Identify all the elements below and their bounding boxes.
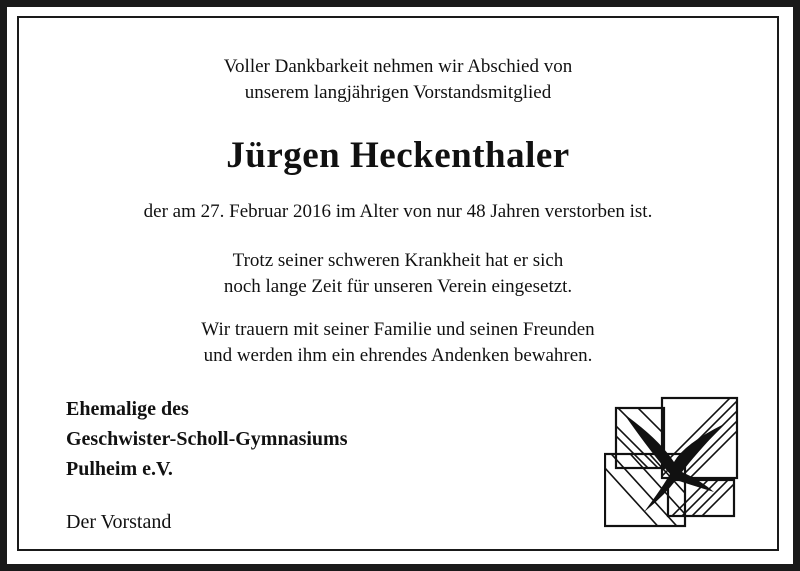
intro-text — [19, 54, 777, 106]
school-logo-icon — [604, 384, 754, 534]
signature: Der Vorstand — [66, 511, 172, 533]
condolence-paragraph — [19, 317, 777, 369]
tribute-paragraph — [19, 248, 777, 300]
intro-line-1: Voller Dankbarkeit nehmen wir Abschied von — [223, 56, 573, 77]
condolence-line-1: Wir trauern mit seiner Familie und seinen Freunden — [201, 319, 595, 340]
organization-line-1: Ehemalige des — [66, 398, 189, 420]
condolence-line-2: und werden ihm ein ehrendes Andenken bewahren. — [203, 345, 593, 366]
tribute-line-1: Trotz seiner schweren Krankheit hat er sich — [232, 250, 564, 271]
organization-name — [66, 394, 347, 484]
date-line: der am 27. Februar 2016 im Alter von nur 48 Jahren verstorben ist. — [143, 201, 653, 222]
organization-line-2: Geschwister-Scholl-Gymnasiums — [66, 428, 348, 450]
deceased-name: Jürgen Heckenthaler — [226, 135, 570, 176]
obituary-notice — [17, 16, 779, 551]
tribute-line-2: noch lange Zeit für unseren Verein eingesetzt. — [223, 276, 573, 297]
intro-line-2: unserem langjährigen Vorstandsmitglied — [244, 82, 552, 103]
organization-line-3: Pulheim e.V. — [66, 458, 173, 480]
